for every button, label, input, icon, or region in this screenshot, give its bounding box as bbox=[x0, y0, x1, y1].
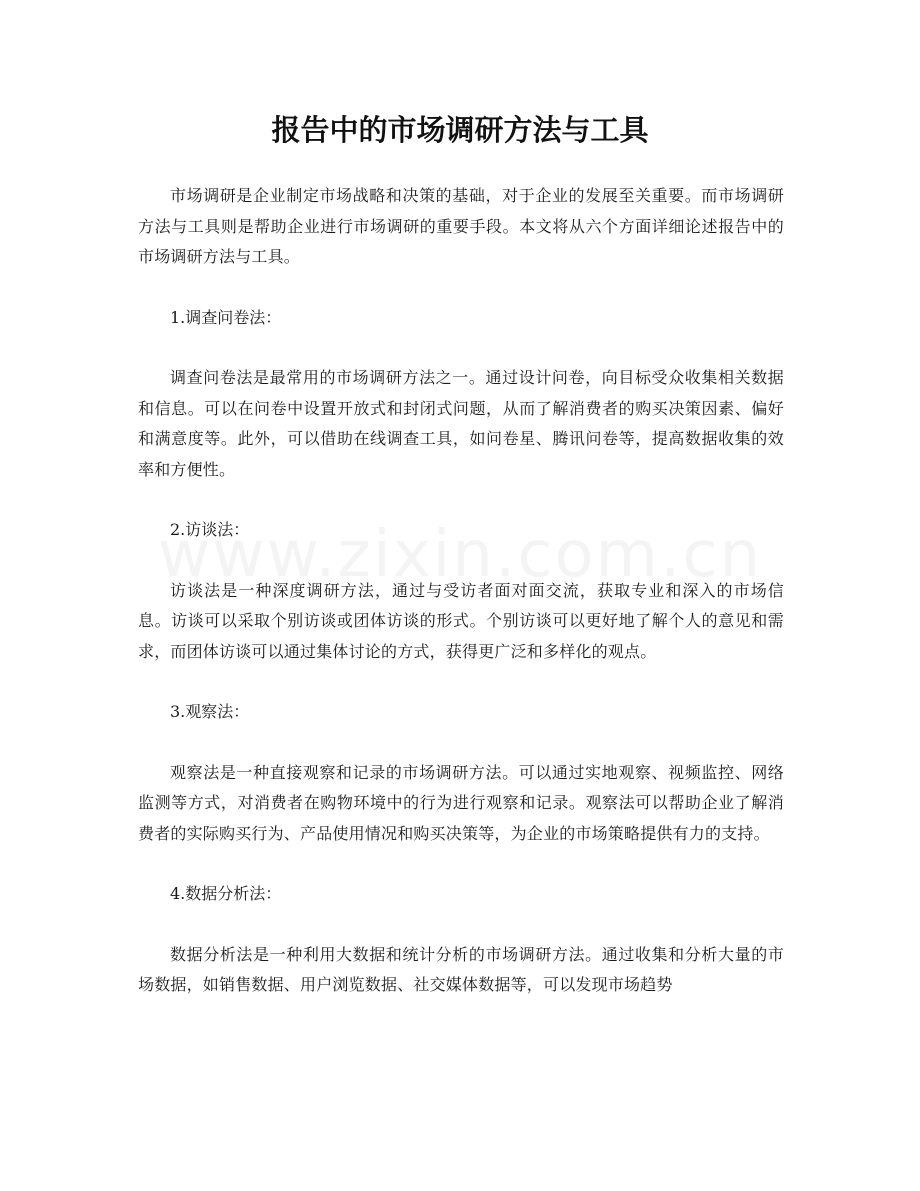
section-paragraph-3: 观察法是一种直接观察和记录的市场调研方法。可以通过实地观察、视频监控、网络监测等方式，对消费者在购物环境中的行为进行观察和记录。观察法可以帮助企业了解消费者的实际购买行为、产品使用情况和购买决策等，为企业的市场策略提供有力的支持。 bbox=[138, 762, 784, 843]
document-title: 报告中的市场调研方法与工具 bbox=[271, 113, 649, 147]
section-paragraph-4: 数据分析法是一种利用大数据和统计分析的市场调研方法。通过收集和分析大量的市场数据，如销售数据、用户浏览数据、社交媒体数据等，可以发现市场趋势 bbox=[138, 944, 784, 994]
section-paragraph-1: 调查问卷法是最常用的市场调研方法之一。通过设计问卷，向目标受众收集相关数据和信息。可以在问卷中设置开放式和封闭式问题，从而了解消费者的购买决策因素、偏好和满意度等。此外，可以借助在线调查工具，如问卷星、腾讯问卷等，提高数据收集的效率和方便性。 bbox=[138, 368, 784, 479]
section-paragraph-2: 访谈法是一种深度调研方法，通过与受访者面对面交流，获取专业和深入的市场信息。访谈可以采取个别访谈或团体访谈的形式。个别访谈可以更好地了解个人的意见和需求，而团体访谈可以通过集体讨论的方式，获得更广泛和多样化的观点。 bbox=[138, 580, 784, 661]
section-heading-4: 4.数据分析法： bbox=[170, 884, 282, 903]
intro-paragraph: 市场调研是企业制定市场战略和决策的基础，对于企业的发展至关重要。而市场调研方法与工具则是帮助企业进行市场调研的重要手段。本文将从六个方面详细论述报告中的市场调研方法与工具。 bbox=[138, 186, 784, 266]
document-body bbox=[138, 181, 784, 1001]
section-heading-2: 2.访谈法： bbox=[170, 520, 250, 539]
section-heading-3: 3.观察法： bbox=[170, 702, 250, 721]
section-heading-1: 1.调查问卷法： bbox=[170, 307, 282, 327]
